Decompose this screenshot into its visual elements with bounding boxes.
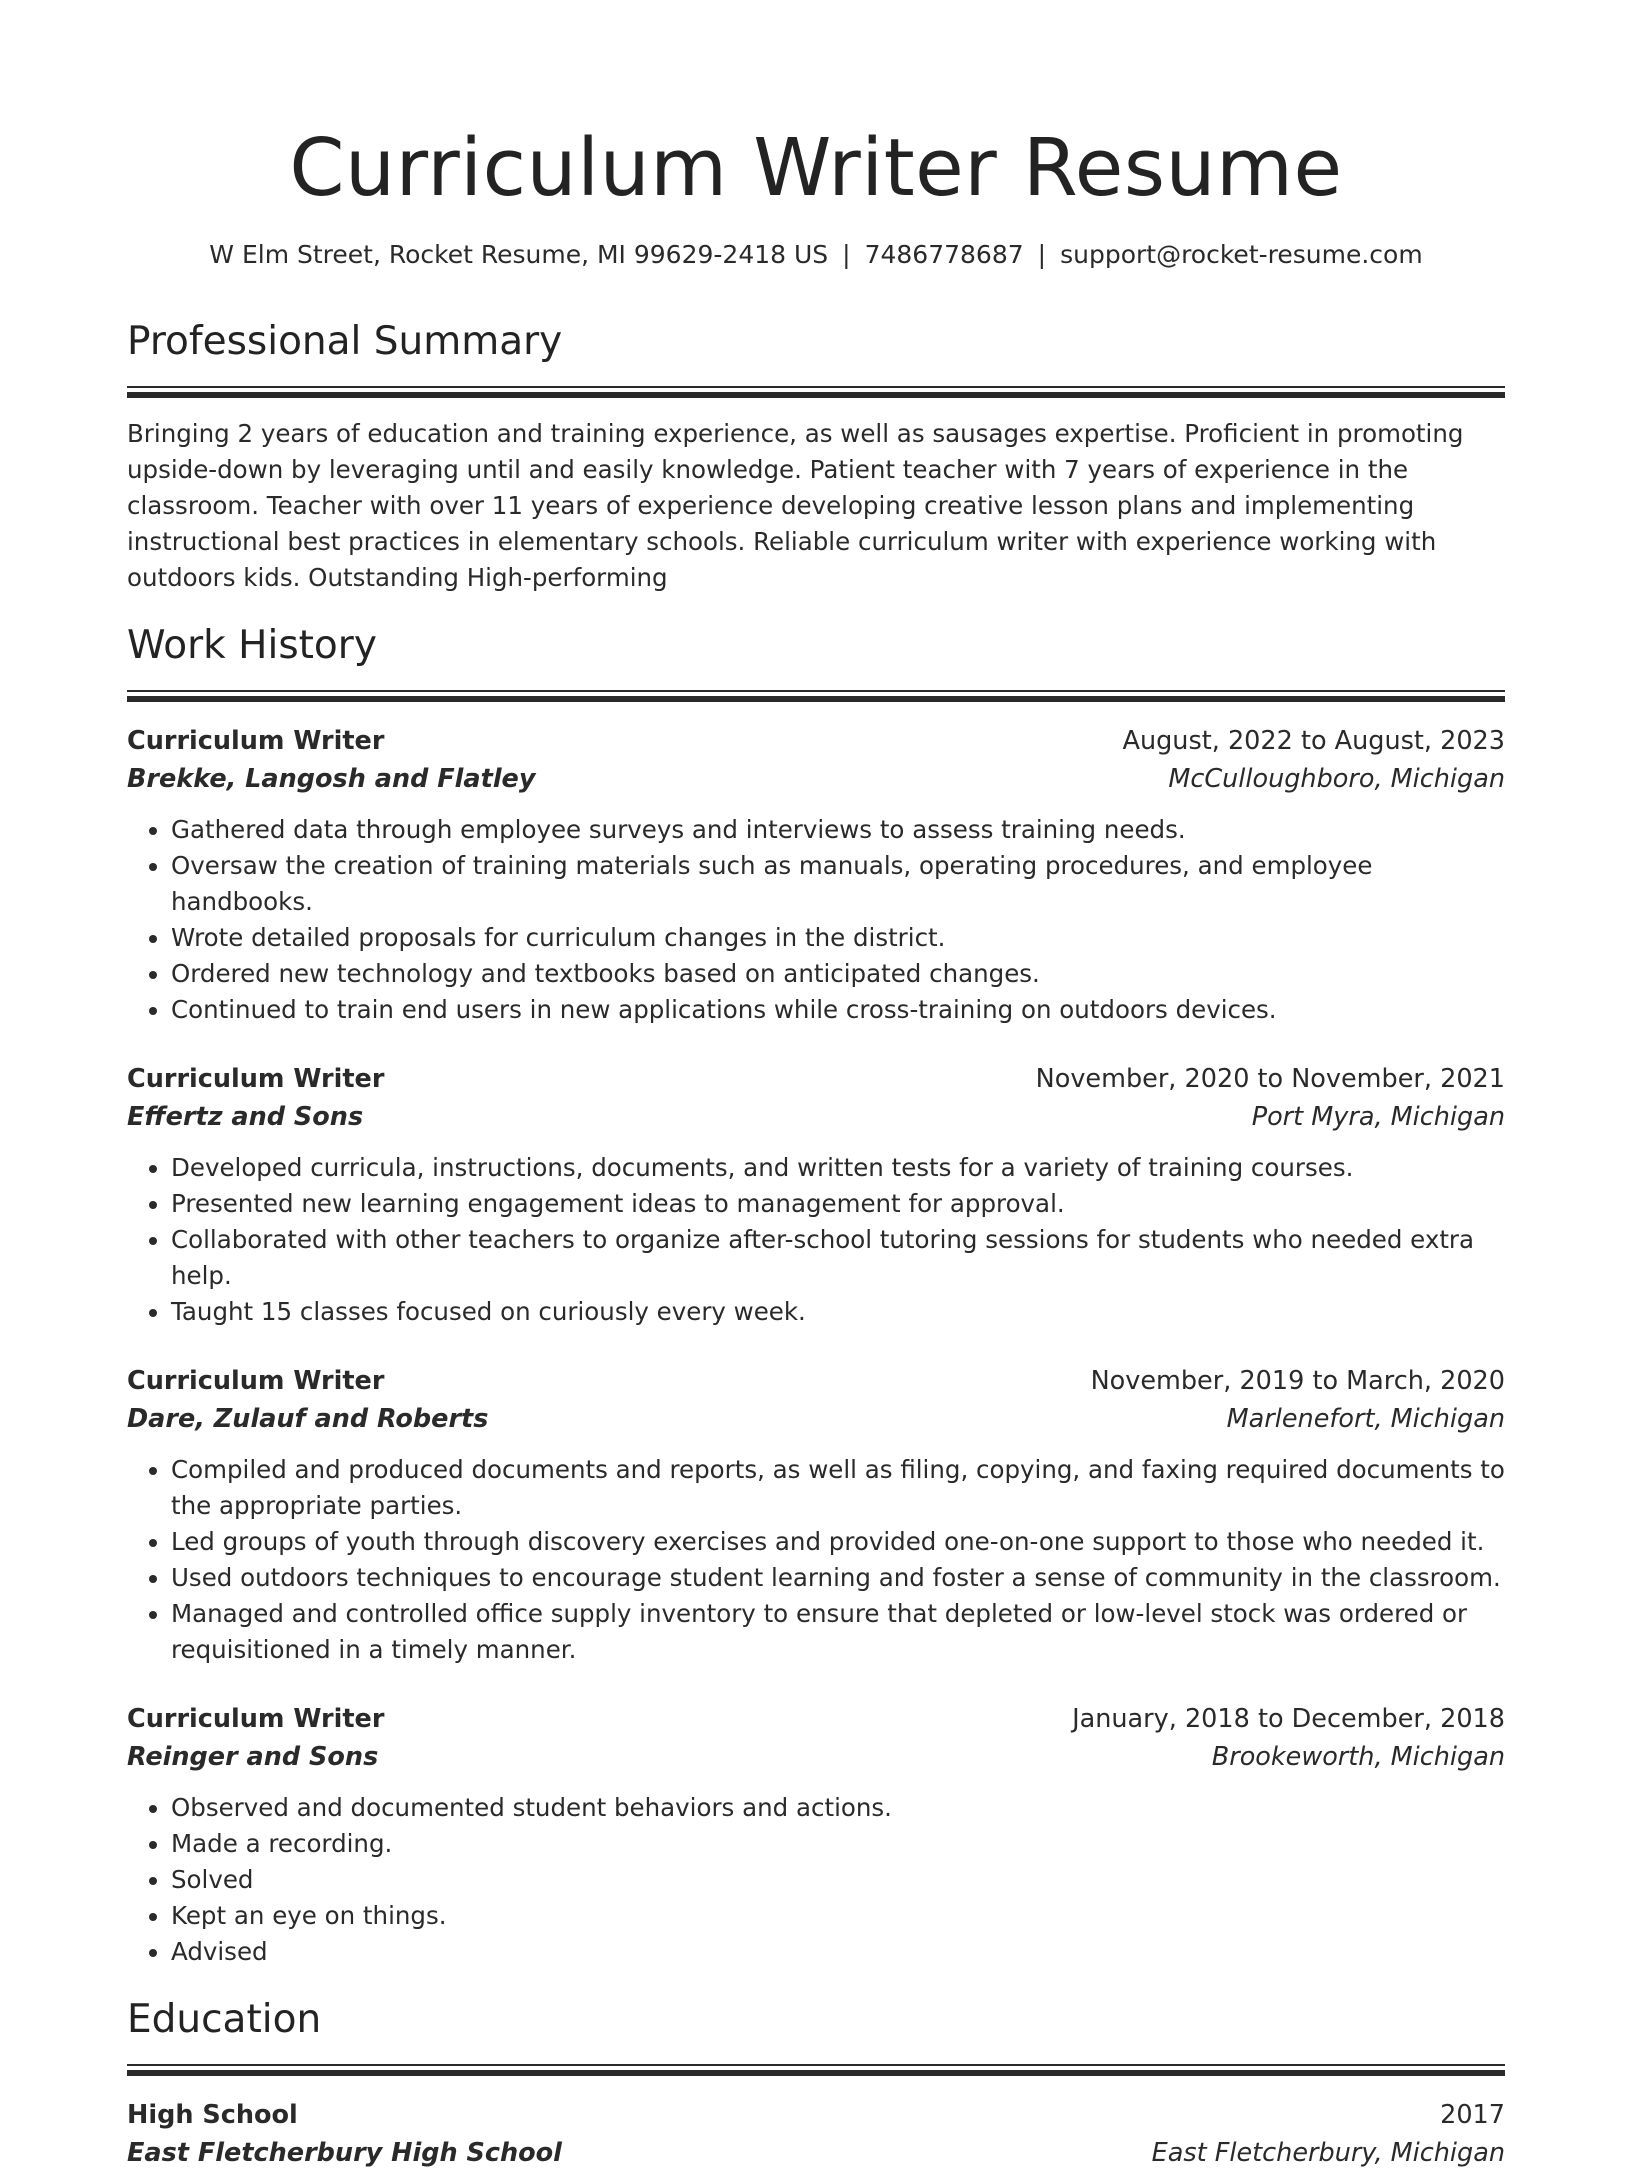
contact-separator: | xyxy=(1037,240,1047,269)
bullet-item: • Gathered data through employee surveys and interviews to assess training needs. xyxy=(171,812,1505,848)
job-title: Curriculum Writer xyxy=(127,1704,385,1734)
bullet-item: • Advised xyxy=(171,1934,1505,1970)
job-bullets xyxy=(127,1790,1505,1970)
bullet-item: • Taught 15 classes focused on curiously every week. xyxy=(171,1294,1505,1330)
bullet-item: • Ordered new technology and textbooks based on anticipated changes. xyxy=(171,956,1505,992)
job-dates: November, 2019 to March, 2020 xyxy=(1090,1366,1505,1396)
summary-text: Bringing 2 years of education and training experience, as well as sausages expertise. Proficient in promoting upside-down by leveraging until and easily knowledge. Patient teacher with 7 years of experience in the classroom. Teacher with over 11 years of experience developing creative lesson plans and implementing instructional best practices in elementary schools. Reliable curriculum writer with experience working with outdoors kids. Outstanding High-performing xyxy=(127,419,1464,592)
education-entry xyxy=(127,2096,1505,2172)
job-title: Curriculum Writer xyxy=(127,1366,385,1396)
job-title: Curriculum Writer xyxy=(127,726,385,756)
job-company: Dare, Zulauf and Roberts xyxy=(127,1404,489,1434)
bullet-item: • Collaborated with other teachers to organize after-school tutoring sessions for students who needed extra help. xyxy=(171,1222,1505,1294)
bullet-item: • Continued to train end users in new applications while cross-training on outdoors devices. xyxy=(171,992,1505,1028)
section-heading-work: Work History xyxy=(127,623,377,668)
education-section xyxy=(127,1996,1505,2172)
education-school: East Fletcherbury High School xyxy=(127,2138,562,2168)
education-location: East Fletcherbury, Michigan xyxy=(1151,2138,1505,2168)
job-entry xyxy=(127,1060,1505,1330)
job-company: Effertz and Sons xyxy=(127,1102,364,1132)
bullet-item: • Wrote detailed proposals for curriculum changes in the district. xyxy=(171,920,1505,956)
education-year: 2017 xyxy=(1440,2100,1505,2130)
bullet-item: • Used outdoors techniques to encourage student learning and foster a sense of community in the classroom. xyxy=(171,1560,1505,1596)
job-title: Curriculum Writer xyxy=(127,1064,385,1094)
bullet-item: • Made a recording. xyxy=(171,1826,1505,1862)
bullet-item: • Solved xyxy=(171,1862,1505,1898)
section-divider xyxy=(127,386,1505,396)
section-heading-education: Education xyxy=(127,1997,322,2042)
bullet-item: • Led groups of youth through discovery exercises and provided one-on-one support to those who needed it. xyxy=(171,1524,1505,1560)
job-bullets xyxy=(127,812,1505,1028)
contact-address: W Elm Street, Rocket Resume, MI 99629-2418 US xyxy=(209,240,829,269)
bullet-item: • Observed and documented student behaviors and actions. xyxy=(171,1790,1505,1826)
job-location: Port Myra, Michigan xyxy=(1251,1102,1505,1132)
job-bullets xyxy=(127,1452,1505,1668)
education-degree: High School xyxy=(127,2100,298,2130)
work-history-section xyxy=(127,622,1505,1970)
bullet-item: • Oversaw the creation of training materials such as manuals, operating procedures, and employee handbooks. xyxy=(171,848,1505,920)
section-divider xyxy=(127,690,1505,700)
job-entry xyxy=(127,1362,1505,1668)
section-divider xyxy=(127,2064,1505,2074)
contact-email: support@rocket-resume.com xyxy=(1060,240,1423,269)
job-company: Brekke, Langosh and Flatley xyxy=(127,764,536,794)
job-company: Reinger and Sons xyxy=(127,1742,379,1772)
contact-phone: 7486778687 xyxy=(864,240,1024,269)
bullet-item: • Presented new learning engagement ideas to management for approval. xyxy=(171,1186,1505,1222)
contact-separator: | xyxy=(842,240,851,269)
bullet-item: • Developed curricula, instructions, documents, and written tests for a variety of training courses. xyxy=(171,1150,1505,1186)
summary-section xyxy=(127,318,1505,596)
bullet-item: • Compiled and produced documents and reports, as well as filing, copying, and faxing required documents to the appropriate parties. xyxy=(171,1452,1505,1524)
job-dates: August, 2022 to August, 2023 xyxy=(1122,726,1505,756)
section-heading-summary: Professional Summary xyxy=(127,319,563,364)
job-entry xyxy=(127,722,1505,1028)
page-title: Curriculum Writer Resume xyxy=(289,122,1343,214)
job-dates: November, 2020 to November, 2021 xyxy=(1035,1064,1505,1094)
job-entry xyxy=(127,1700,1505,1970)
job-bullets xyxy=(127,1150,1505,1330)
job-dates: January, 2018 to December, 2018 xyxy=(1072,1704,1505,1734)
job-location: Marlenefort, Michigan xyxy=(1226,1404,1505,1434)
job-location: Brookeworth, Michigan xyxy=(1211,1742,1505,1772)
bullet-item: • Kept an eye on things. xyxy=(171,1898,1505,1934)
job-location: McCulloughboro, Michigan xyxy=(1168,764,1505,794)
bullet-item: • Managed and controlled office supply inventory to ensure that depleted or low-level stock was ordered or requisitioned in a timely manner. xyxy=(171,1596,1505,1668)
contact-line xyxy=(127,238,1505,272)
